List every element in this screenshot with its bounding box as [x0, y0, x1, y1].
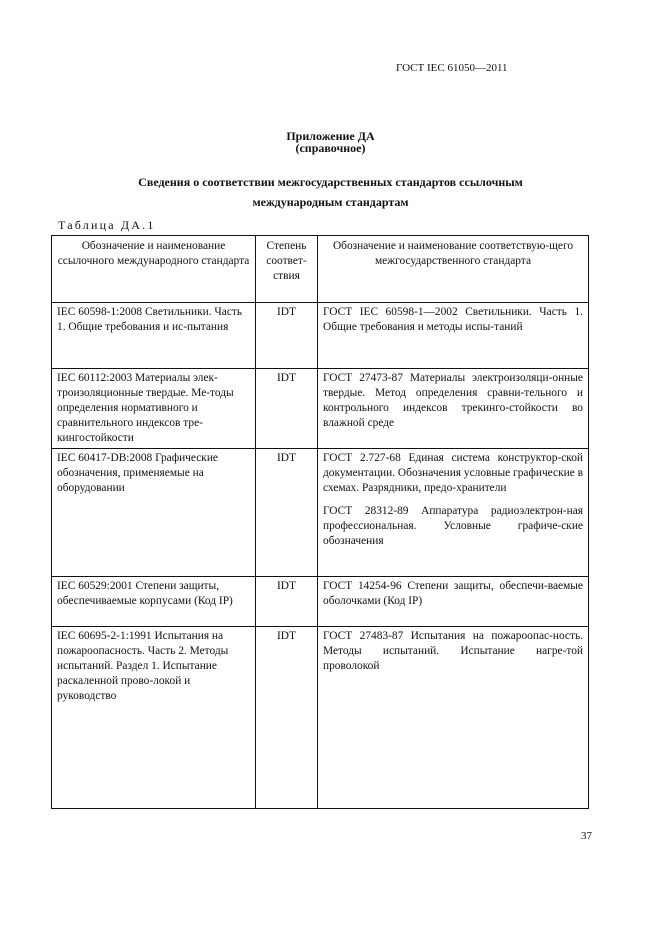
cell-intl: IEC 60417-DB:2008 Графические обозначения, применяемые на оборудовании [52, 449, 256, 577]
column-header-degree: Степень соответ-ствия [256, 236, 318, 303]
cell-gost-text: ГОСТ 27473-87 Материалы электроизоляци-онные твердые. Метод определения сравни-тельного и контрольного индексов трекинго-стойкости во влажной среде [323, 372, 583, 429]
cell-degree: IDT [256, 369, 318, 449]
section-heading-line-2: международным стандартам [252, 195, 409, 209]
cell-gost [318, 449, 589, 577]
appendix-title-block [0, 130, 661, 154]
standards-correspondence-table [51, 235, 589, 809]
table-row [52, 577, 589, 627]
table-header-row [52, 236, 589, 303]
section-heading-line-1: Сведения о соответствии межгосударственных стандартов ссылочным [138, 175, 523, 189]
column-header-gost: Обозначение и наименование соответствую-щего межгосударственного стандарта [318, 236, 589, 303]
cell-gost [318, 303, 589, 369]
table-caption: Таблица ДА.1 [58, 218, 156, 232]
cell-intl: IEC 60112:2003 Материалы элек-троизоляционные твердые. Ме-тоды определения нормативного и сравнительного индексов тре-кингостойкости [52, 369, 256, 449]
page-number: 37 [581, 830, 592, 842]
table-row [52, 369, 589, 449]
cell-gost-text: ГОСТ IEC 60598-1—2002 Светильники. Часть 1. Общие требования и методы испы-таний [323, 306, 583, 333]
appendix-title: Приложение ДА [286, 129, 375, 143]
cell-intl: IEC 60529:2001 Степени защиты, обеспечиваемые корпусами (Код IP) [52, 577, 256, 627]
cell-gost [318, 369, 589, 449]
cell-gost-text-2: ГОСТ 28312-89 Аппаратура радиоэлектрон-ная профессиональная. Условные графиче-ские обозначения [323, 505, 583, 547]
cell-degree: IDT [256, 627, 318, 809]
cell-gost-text: ГОСТ 27483-87 Испытания на пожароопас-ность. Методы испытаний. Испытание нагре-той проволокой [323, 630, 583, 672]
table-row [52, 303, 589, 369]
cell-intl: IEC 60695-2-1:1991 Испытания на пожароопасность. Часть 2. Методы испытаний. Раздел 1. Испытание раскаленной прово-локой и руководство [52, 627, 256, 809]
appendix-subtitle: (справочное) [295, 141, 366, 155]
table-row [52, 627, 589, 809]
table-row [52, 449, 589, 577]
cell-degree: IDT [256, 303, 318, 369]
cell-gost [318, 627, 589, 809]
cell-degree: IDT [256, 449, 318, 577]
column-header-intl: Обозначение и наименование ссылочного международного стандарта [52, 236, 256, 303]
cell-gost-text: ГОСТ 14254-96 Степени защиты, обеспечи-ваемые оболочками (Код IP) [323, 580, 583, 607]
cell-degree: IDT [256, 577, 318, 627]
document-code: ГОСТ IEC 61050—2011 [396, 62, 508, 74]
cell-intl: IEC 60598-1:2008 Светильники. Часть 1. Общие требования и ис-пытания [52, 303, 256, 369]
cell-gost [318, 577, 589, 627]
cell-gost-text: ГОСТ 2.727-68 Единая система конструктор-ской документации. Обозначения условные графические в схемах. Разрядники, предо-хранители [323, 452, 583, 494]
